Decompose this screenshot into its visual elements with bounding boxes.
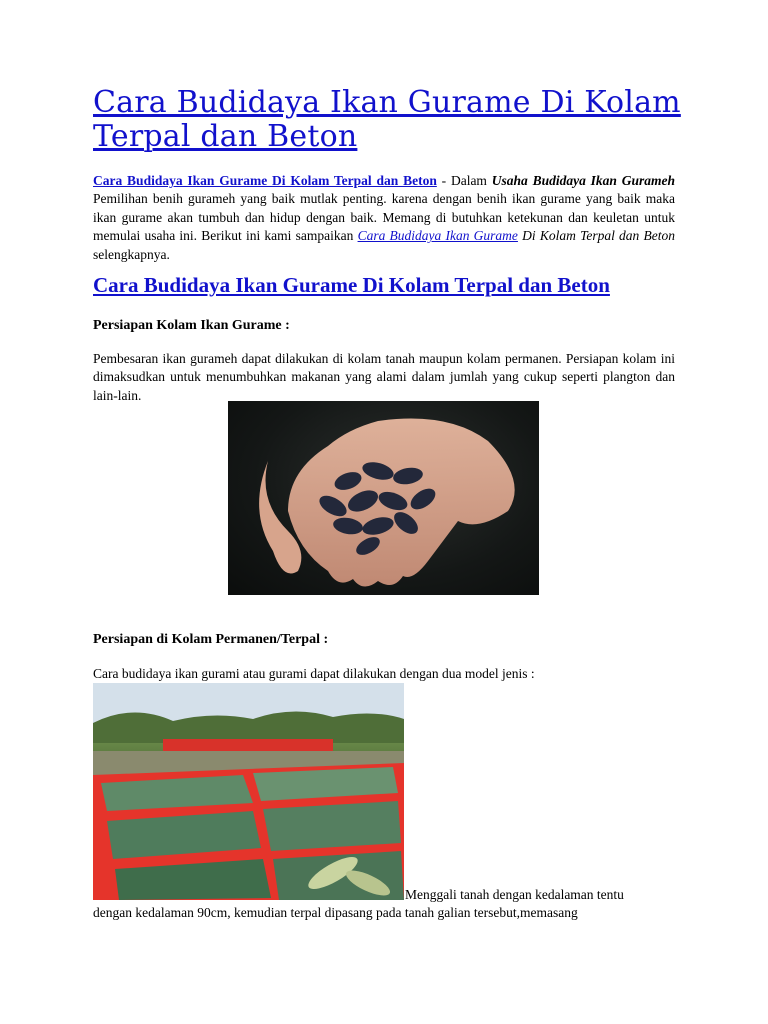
paragraph-menggali-rest: dengan kedalaman 90cm, kemudian terpal dipasang pada tanah galian tersebut,memasang bbox=[93, 905, 578, 921]
intro-text-3: selengkapnya. bbox=[93, 246, 170, 262]
intro-inline-link[interactable]: Cara Budidaya Ikan Gurame bbox=[357, 228, 518, 244]
intro-paragraph bbox=[93, 172, 675, 264]
intro-emphasis-2: Di Kolam Terpal dan Beton bbox=[517, 228, 676, 244]
photo-gurame-fingerlings-in-hand bbox=[228, 401, 539, 595]
tarp-ponds-illustration bbox=[93, 683, 404, 900]
photo-tarpaulin-ponds bbox=[93, 683, 404, 900]
intro-text-1: - Dalam bbox=[436, 173, 492, 188]
subheading-kolam-permanen: Persiapan di Kolam Permanen/Terpal : bbox=[93, 632, 329, 647]
paragraph-kolam: Pembesaran ikan gurameh dapat dilakukan di kolam tanah maupun kolam permanen. Persiapan kolam ini dimaksudkan untuk menumbuhkan makanan yang alami dalam jumlah yang cukup seperti plangton dan lain-lain. bbox=[93, 351, 675, 403]
subheading-kolam: Persiapan Kolam Ikan Gurame : bbox=[93, 318, 290, 333]
intro-emphasis-1: Usaha Budidaya Ikan Gurameh bbox=[491, 173, 675, 188]
intro-title-link[interactable]: Cara Budidaya Ikan Gurame Di Kolam Terpal dan Beton bbox=[93, 173, 437, 188]
paragraph-model-jenis: Cara budidaya ikan gurami atau gurami dapat dilakukan dengan dua model jenis : bbox=[93, 666, 535, 681]
page-title[interactable]: Cara Budidaya Ikan Gurame Di Kolam Terpal dan Beton bbox=[93, 85, 681, 154]
hand-with-fish-illustration bbox=[228, 401, 539, 595]
section-heading-link[interactable]: Cara Budidaya Ikan Gurame Di Kolam Terpal dan Beton bbox=[93, 273, 610, 297]
paragraph-menggali bbox=[93, 886, 675, 923]
paragraph-menggali-first-line: Menggali tanah dengan kedalaman tentu bbox=[405, 887, 624, 902]
intro-text-2: Pemilihan benih gurameh yang baik mutlak penting. karena dengan benih ikan gurame yang baik maka ikan gurame akan tumbuh dan hidup dengan baik. Memang di butuhkan ketekunan dan keuletan untuk memulai usaha ini. Berikut ini kami sampaikan bbox=[93, 191, 675, 244]
